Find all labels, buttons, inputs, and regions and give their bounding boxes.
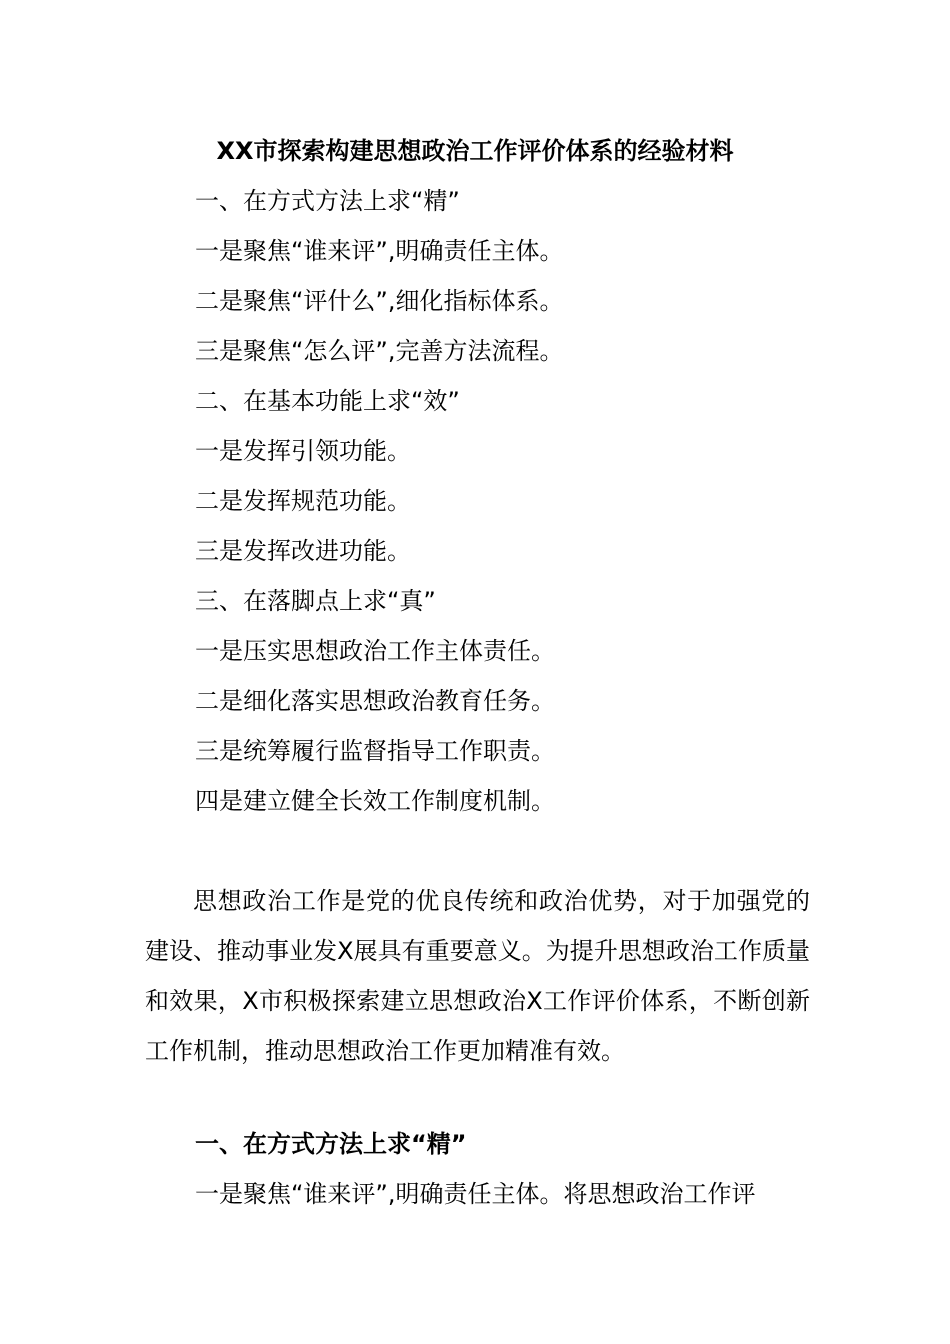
outline-item: 一是压实思想政治工作主体责任。: [195, 637, 555, 665]
outline-heading-2: 二、在基本功能上求“效”: [195, 387, 460, 415]
outline-item: 二是细化落实思想政治教育任务。: [195, 687, 555, 715]
intro-paragraph: 思想政治工作是党的优良传统和政治优势，对于加强党的建设、推动事业发X展具有重要意义。为提升思想政治工作质量和效果，X市积极探索建立思想政治X工作评价体系，不断创新工作机制，推动思想政治工作更加精准有效。: [145, 887, 810, 1065]
outline-heading-3: 三、在落脚点上求“真”: [195, 587, 436, 615]
outline-item: 三是聚焦“怎么评”,完善方法流程。: [195, 337, 564, 365]
outline-item: 一是发挥引领功能。: [195, 437, 411, 465]
outline-item: 一是聚焦“谁来评”,明确责任主体。: [195, 237, 564, 265]
document-title: XX市探索构建思想政治工作评价体系的经验材料: [216, 137, 734, 165]
outline-heading-1: 一、在方式方法上求“精”: [195, 187, 460, 215]
outline-item: 三是发挥改进功能。: [195, 537, 411, 565]
section-heading: 一、在方式方法上求“精”: [195, 1130, 467, 1158]
outline-item: 四是建立健全长效工作制度机制。: [195, 787, 555, 815]
outline-item: 三是统筹履行监督指导工作职责。: [195, 737, 555, 765]
section-body-text: 一是聚焦“谁来评”,明确责任主体。将思想政治工作评: [195, 1180, 756, 1208]
outline-item: 二是聚焦“评什么”,细化指标体系。: [195, 287, 564, 315]
outline-item: 二是发挥规范功能。: [195, 487, 411, 515]
